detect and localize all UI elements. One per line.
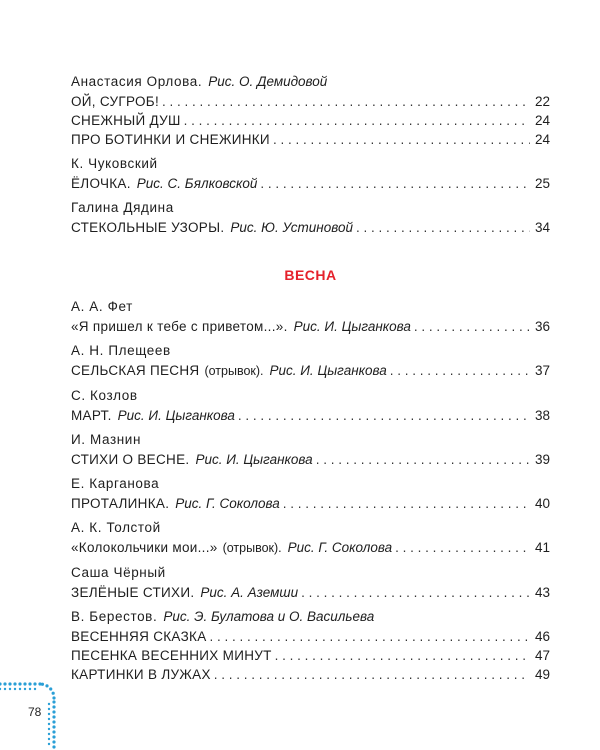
toc-entry[interactable] xyxy=(71,450,550,469)
decor-dot xyxy=(52,710,55,713)
author-name: А. А. Фет xyxy=(71,299,133,314)
decor-dot xyxy=(52,715,55,718)
dot-leader xyxy=(162,92,530,111)
author-line xyxy=(71,341,550,361)
entry-page-number: 38 xyxy=(534,408,550,423)
dot-leader xyxy=(273,130,530,149)
decor-dot xyxy=(18,682,21,685)
toc-entry[interactable] xyxy=(71,646,550,665)
decor-dot xyxy=(48,713,50,715)
decor-dot xyxy=(52,745,55,748)
decor-dot xyxy=(48,718,50,720)
entry-illustrator: Рис. И. Цыганкова xyxy=(117,408,235,423)
author-line xyxy=(71,198,550,218)
entry-page-number: 34 xyxy=(534,220,550,235)
author-name: Галина Дядина xyxy=(71,200,174,215)
decor-dot xyxy=(48,738,50,740)
entry-title: ПРОТАЛИНКА. xyxy=(71,496,170,511)
author-group xyxy=(71,154,550,193)
entry-illustrator: Рис. Г. Соколова xyxy=(287,540,393,555)
entry-illustrator: Рис. И. Цыганкова xyxy=(293,319,411,334)
decor-dot xyxy=(52,700,55,703)
dot-leader xyxy=(316,450,530,469)
entry-illustrator: Рис. И. Цыганкова xyxy=(269,363,387,378)
entry-title: «Колокольчики мои...» xyxy=(71,540,218,555)
entry-title: ЁЛОЧКА. xyxy=(71,176,131,191)
entry-subtitle: (отрывок). xyxy=(204,364,264,378)
decor-dot xyxy=(52,735,55,738)
entry-title: КАРТИНКИ В ЛУЖАХ xyxy=(71,667,211,682)
decor-dot xyxy=(19,688,21,690)
entry-page-number: 37 xyxy=(534,363,550,378)
author-illustrator: Рис. О. Демидовой xyxy=(208,74,328,89)
author-name: Саша Чёрный xyxy=(71,565,166,580)
author-name: В. Берестов. xyxy=(71,609,158,624)
entry-illustrator: Рис. Ю. Устиновой xyxy=(230,220,353,235)
decor-dot xyxy=(48,743,50,745)
dot-leader xyxy=(356,218,530,237)
toc-entry[interactable] xyxy=(71,627,550,646)
toc-entry[interactable] xyxy=(71,406,550,425)
entry-illustrator: Рис. А. Аземши xyxy=(200,585,299,600)
dot-leader xyxy=(238,406,530,425)
entry-illustrator: Рис. И. Цыганкова xyxy=(195,452,313,467)
decor-dot xyxy=(13,682,16,685)
entry-page-number: 46 xyxy=(534,629,550,644)
dot-leader xyxy=(184,111,530,130)
author-line xyxy=(71,297,550,317)
author-name: А. Н. Плещеев xyxy=(71,343,171,358)
dot-leader xyxy=(301,583,530,602)
author-name: Анастасия Орлова. xyxy=(71,74,203,89)
entry-page-number: 25 xyxy=(534,176,550,191)
entry-page-number: 22 xyxy=(534,94,550,109)
author-line xyxy=(71,72,550,92)
dot-leader xyxy=(275,646,530,665)
decor-dot xyxy=(49,687,52,690)
decor-dot xyxy=(52,730,55,733)
decor-dot xyxy=(48,733,50,735)
toc-entry[interactable] xyxy=(71,494,550,513)
author-line xyxy=(71,386,550,406)
entry-page-number: 24 xyxy=(534,132,550,147)
toc-entry[interactable] xyxy=(71,92,550,111)
author-name: С. Козлов xyxy=(71,388,138,403)
author-name: К. Чуковский xyxy=(71,156,158,171)
entry-page-number: 39 xyxy=(534,452,550,467)
author-name: И. Мазнин xyxy=(71,432,141,447)
dot-leader xyxy=(210,627,531,646)
dot-leader xyxy=(414,317,530,336)
entry-title: СТИХИ О ВЕСНЕ. xyxy=(71,452,190,467)
entry-title: ОЙ, СУГРОБ! xyxy=(71,94,160,109)
author-line xyxy=(71,563,550,583)
decor-dot xyxy=(52,705,55,708)
toc-entry[interactable] xyxy=(71,361,550,381)
author-line xyxy=(71,154,550,174)
entry-title: ЗЕЛЁНЫЕ СТИХИ. xyxy=(71,585,195,600)
entry-page-number: 41 xyxy=(534,540,550,555)
entry-page-number: 47 xyxy=(534,648,550,663)
author-group xyxy=(71,518,550,558)
decor-dot xyxy=(48,723,50,725)
decor-dot xyxy=(41,683,44,686)
decor-dot xyxy=(3,682,6,685)
dot-leader xyxy=(283,494,530,513)
decor-dot xyxy=(48,708,50,710)
decor-dot xyxy=(0,682,2,685)
entry-page-number: 43 xyxy=(534,585,550,600)
decor-dot xyxy=(0,688,1,690)
page-number: 78 xyxy=(28,705,42,719)
dot-leader xyxy=(390,361,530,380)
decor-dot xyxy=(14,688,16,690)
author-group xyxy=(71,198,550,237)
decor-dot xyxy=(45,684,48,687)
decor-dot xyxy=(34,688,36,690)
entry-page-number: 36 xyxy=(534,319,550,334)
decor-dot xyxy=(52,696,55,699)
author-line xyxy=(71,607,550,627)
entry-title: СЕЛЬСКАЯ ПЕСНЯ xyxy=(71,363,200,378)
decor-dot xyxy=(52,720,55,723)
toc-entry[interactable] xyxy=(71,583,550,602)
toc-entry[interactable] xyxy=(71,174,550,193)
author-group xyxy=(71,563,550,602)
dot-leader xyxy=(395,538,530,557)
entry-title: ПЕСЕНКА ВЕСЕННИХ МИНУТ xyxy=(71,648,272,663)
entry-page-number: 49 xyxy=(534,667,550,682)
author-group xyxy=(71,341,550,381)
decor-dot xyxy=(23,682,26,685)
section-heading: ВЕСНА xyxy=(284,267,337,283)
toc-entry[interactable] xyxy=(71,665,550,684)
entry-title: МАРТ. xyxy=(71,408,112,423)
author-group xyxy=(71,474,550,513)
entry-subtitle: (отрывок). xyxy=(222,541,282,555)
decor-dot xyxy=(52,692,55,695)
author-group xyxy=(71,386,550,425)
toc-entry[interactable] xyxy=(71,538,550,558)
decor-dot xyxy=(33,682,36,685)
decor-dot xyxy=(4,688,6,690)
author-group xyxy=(71,72,550,149)
author-name: Е. Карганова xyxy=(71,476,160,491)
table-of-contents xyxy=(71,72,550,689)
decor-dot xyxy=(8,682,11,685)
toc-entry[interactable] xyxy=(71,218,550,237)
dot-leader xyxy=(260,174,530,193)
decor-dot xyxy=(28,682,31,685)
author-name: А. К. Толстой xyxy=(71,520,161,535)
entry-title: ВЕСЕННЯЯ СКАЗКА xyxy=(71,629,207,644)
author-line xyxy=(71,474,550,494)
entry-title: СНЕЖНЫЙ ДУШ xyxy=(71,113,181,128)
author-illustrator: Рис. Э. Булатова и О. Васильева xyxy=(163,609,375,624)
decor-dot xyxy=(48,703,50,705)
toc-entry[interactable] xyxy=(71,130,550,149)
toc-entry[interactable] xyxy=(71,317,550,336)
author-line xyxy=(71,518,550,538)
author-line xyxy=(71,430,550,450)
author-group xyxy=(71,607,550,684)
decor-dot xyxy=(52,740,55,743)
dot-leader xyxy=(214,665,530,684)
entry-title: СТЕКОЛЬНЫЕ УЗОРЫ. xyxy=(71,220,225,235)
entry-page-number: 24 xyxy=(534,113,550,128)
entry-title: «Я пришел к тебе с приветом...». xyxy=(71,319,288,334)
author-group xyxy=(71,297,550,336)
decor-dot xyxy=(29,688,31,690)
toc-entry[interactable] xyxy=(71,111,550,130)
decor-dot xyxy=(9,688,11,690)
decor-dot xyxy=(24,688,26,690)
entry-illustrator: Рис. С. Бялковской xyxy=(136,176,258,191)
decor-dot xyxy=(52,725,55,728)
entry-illustrator: Рис. Г. Соколова xyxy=(175,496,280,511)
author-group xyxy=(71,430,550,469)
entry-page-number: 40 xyxy=(534,496,550,511)
entry-title: ПРО БОТИНКИ И СНЕЖИНКИ xyxy=(71,132,270,147)
decor-dot xyxy=(48,728,50,730)
